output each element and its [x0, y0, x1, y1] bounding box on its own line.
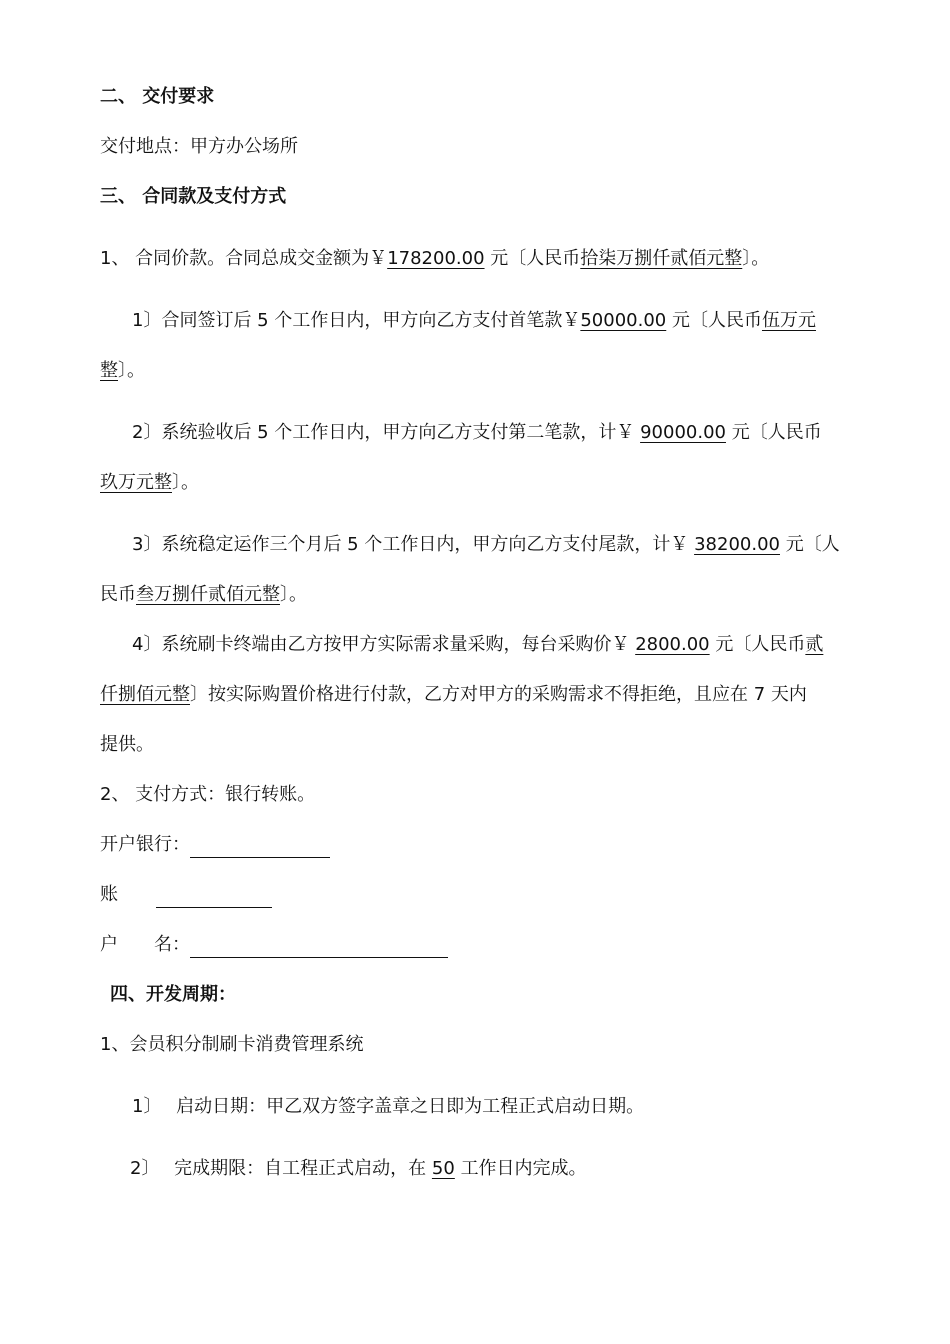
holder-line — [100, 932, 448, 958]
text: 元〔人民币 — [671, 310, 762, 331]
payment-method: 2、 支付方式：银行转账。 — [100, 784, 316, 805]
system-item: 1、会员积分制刷卡消费管理系统 — [100, 1034, 364, 1055]
second-payment-line — [132, 420, 822, 446]
section-heading-delivery: 二、 交付要求 — [100, 86, 215, 107]
bank-label: 开户银行： — [100, 834, 190, 855]
first-payment-line — [132, 308, 816, 334]
total-amount: 178200.00 — [387, 248, 485, 269]
final-payment-line — [132, 532, 840, 558]
text: 〕。 — [742, 248, 770, 269]
terminal-unit-price: 2800.00 — [635, 634, 710, 655]
text: 〕。 — [118, 360, 145, 381]
second-payment-cn: 玖万元整 — [100, 472, 172, 493]
first-payment-cn: 伍万元 — [761, 310, 816, 331]
first-payment-line-2 — [100, 358, 145, 384]
text: 元〔人民币 — [715, 634, 806, 655]
terminal-price-cn-end: 仟捌佰元整 — [100, 684, 190, 705]
text: 〕。 — [172, 472, 199, 493]
final-payment-cn: 叁万捌仟贰佰元整 — [136, 584, 280, 605]
text: 2〕 完成期限：自工程正式启动，在 — [130, 1158, 427, 1179]
text: 元〔人 — [785, 534, 840, 555]
text: 3〕系统稳定运作三个月后 5 个工作日内，甲方向乙方支付尾款，计￥ — [132, 534, 689, 555]
account-line — [100, 882, 272, 908]
second-payment-line-2 — [100, 470, 199, 496]
text: 4〕系统刷卡终端由乙方按甲方实际需求量采购，每台采购价￥ — [132, 634, 630, 655]
text: 〕按实际购置价格进行付款，乙方对甲方的采购需求不得拒绝，且应在 7 天内 — [190, 684, 807, 705]
completion-days: 50 — [431, 1158, 455, 1179]
text: 〕。 — [280, 584, 307, 605]
bank-blank — [190, 835, 330, 858]
account-label: 账 — [100, 884, 118, 905]
text: 工作日内完成。 — [460, 1158, 587, 1179]
delivery-place: 交付地点：甲方办公场所 — [100, 136, 298, 157]
terminal-price-line-2 — [100, 682, 807, 708]
second-payment-amount: 90000.00 — [640, 422, 726, 443]
text: 民币 — [100, 584, 136, 605]
bank-line — [100, 832, 330, 858]
section-heading-payment: 三、 合同款及支付方式 — [100, 186, 287, 207]
final-payment-amount: 38200.00 — [694, 534, 780, 555]
first-payment-cn-end: 整 — [100, 360, 118, 381]
contract-price-paragraph — [100, 246, 769, 272]
terminal-price-line — [132, 632, 823, 658]
final-payment-line-2 — [100, 582, 307, 608]
holder-blank — [190, 935, 448, 958]
completion-line — [130, 1156, 587, 1182]
first-payment-amount: 50000.00 — [580, 310, 667, 331]
account-blank — [156, 885, 272, 908]
section-heading-schedule: 四、开发周期： — [110, 984, 236, 1005]
total-amount-cn: 拾柒万捌仟贰佰元整 — [580, 248, 743, 269]
terminal-price-line-3: 提供。 — [100, 734, 154, 755]
terminal-price-cn: 贰 — [805, 634, 824, 655]
text: 2〕系统验收后 5 个工作日内，甲方向乙方支付第二笔款，计￥ — [132, 422, 635, 443]
start-date: 1〕 启动日期：甲乙双方签字盖章之日即为工程正式启动日期。 — [132, 1096, 645, 1117]
holder-label: 户 名： — [100, 934, 190, 955]
text: 1、 合同价款。合同总成交金额为￥ — [100, 248, 388, 269]
text: 元〔人民币 — [490, 248, 581, 269]
text: 元〔人民币 — [731, 422, 822, 443]
text: 1〕合同签订后 5 个工作日内，甲方向乙方支付首笔款￥ — [132, 310, 581, 331]
